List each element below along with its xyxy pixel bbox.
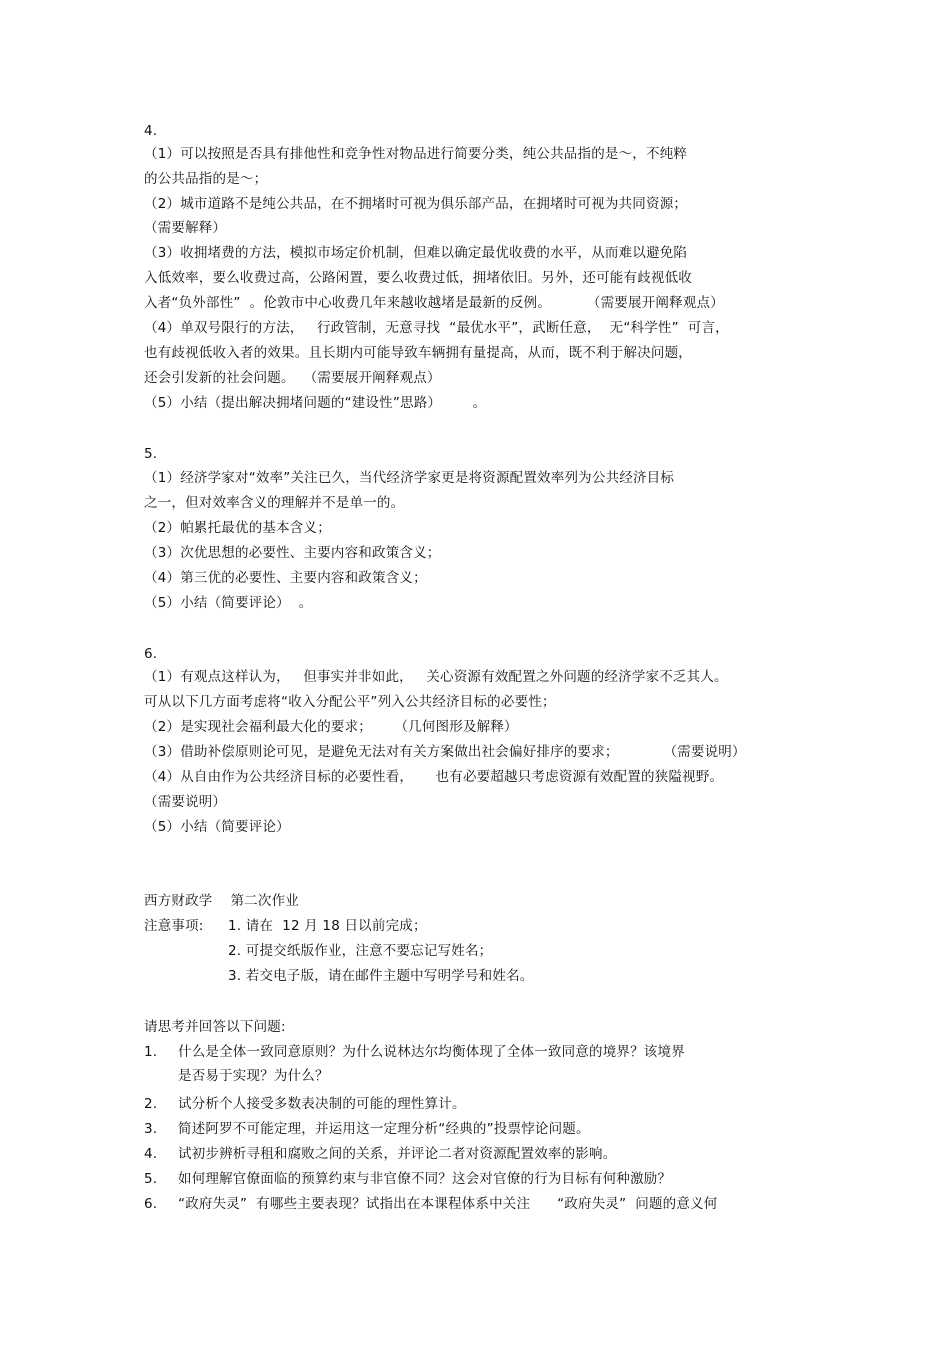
section-4-line-4: （需要解释） xyxy=(144,220,227,236)
section-5-number: 5. xyxy=(144,446,158,462)
section-5-line-5: （4）第三优的必要性、主要内容和政策含义； xyxy=(144,570,427,586)
section-6-line-6: （需要说明） xyxy=(144,794,227,810)
question-text: 如何理解官僚面临的预算约束与非官僚不同？这会对官僚的行为目标有何种激励？ xyxy=(178,1171,672,1187)
section-6-line-1: （1）有观点这样认为， 但事实并非如此， 关心资源有效配置之外问题的经济学家不乏其人。 xyxy=(144,669,728,685)
section-6-line-4: （3）借助补偿原则论可见，是避免无法对有关方案做出社会偏好排序的要求； （需要说明） xyxy=(144,744,746,760)
section-4-line-8: （4）单双号限行的方法， 行政管制，无意寻找 “最优水平”，武断任意， 无“科学性” 可言， xyxy=(144,320,729,336)
question-number: 4. xyxy=(144,1146,158,1162)
section-5-line-6: （5）小结（简要评论） 。 xyxy=(144,595,313,611)
note-item-2: 2. 可提交纸版作业，注意不要忘记写姓名； xyxy=(228,943,493,959)
section-4-number: 4. xyxy=(144,123,158,139)
section-4-line-9: 也有歧视低收入者的效果。且长期内可能导致车辆拥有量提高，从而，既不利于解决问题， xyxy=(144,345,692,361)
notes-label: 注意事项: xyxy=(144,918,204,934)
question-number: 2. xyxy=(144,1096,158,1112)
question-text: 试分析个人接受多数表决制的可能的理性算计。 xyxy=(178,1096,466,1112)
section-6-line-2: 可从以下几方面考虑将“收入分配公平”列入公共经济目标的必要性； xyxy=(144,694,556,710)
section-6-number: 6. xyxy=(144,646,158,662)
section-4-line-10: 还会引发新的社会问题。 （需要展开阐释观点） xyxy=(144,370,441,386)
section-5-line-1: （1）经济学家对“效率”关注已久，当代经济学家更是将资源配置效率列为公共经济目标 xyxy=(144,470,675,486)
section-4-line-1: （1）可以按照是否具有排他性和竞争性对物品进行简要分类，纯公共品指的是～，不纯粹 xyxy=(144,146,688,162)
question-number: 5. xyxy=(144,1171,158,1187)
section-5-line-2: 之一，但对效率含义的理解并不是单一的。 xyxy=(144,495,405,511)
question-text: 简述阿罗不可能定理，并运用这一定理分析“经典的”投票悖论问题。 xyxy=(178,1121,590,1137)
section-6-line-3: （2）是实现社会福利最大化的要求； （几何图形及解释） xyxy=(144,719,518,735)
questions-prompt: 请思考并回答以下问题: xyxy=(144,1019,286,1035)
section-4-line-2: 的公共品指的是～； xyxy=(144,171,268,187)
section-4-line-11: （5）小结（提出解决拥堵问题的“建设性”思路） 。 xyxy=(144,395,487,411)
question-number: 1. xyxy=(144,1044,158,1060)
section-4-line-5: （3）收拥堵费的方法，模拟市场定价机制，但难以确定最优收费的水平，从而难以避免陷 xyxy=(144,245,688,261)
question-number: 6. xyxy=(144,1196,158,1212)
section-4-line-6: 入低效率，要么收费过高，公路闲置，要么收费过低，拥堵依旧。另外，还可能有歧视低收 xyxy=(144,270,692,286)
question-text: 什么是全体一致同意原则？为什么说林达尔均衡体现了全体一致同意的境界？该境界 xyxy=(178,1044,685,1060)
section-4-line-7: 入者“负外部性” 。伦敦市中心收费几年来越收越堵是最新的反例。 （需要展开阐释观点） xyxy=(144,295,724,311)
question-number: 3. xyxy=(144,1121,158,1137)
section-4-line-3: （2）城市道路不是纯公共品，在不拥堵时可视为俱乐部产品，在拥堵时可视为共同资源； xyxy=(144,196,688,212)
section-6-line-5: （4）从自由作为公共经济目标的必要性看， 也有必要超越只考虑资源有效配置的狭隘视野。 xyxy=(144,769,724,785)
question-text-continued: 是否易于实现？为什么？ xyxy=(178,1068,329,1084)
note-item-1: 1. 请在 12 月 18 日以前完成； xyxy=(228,918,427,934)
homework-title: 西方财政学 第二次作业 xyxy=(144,893,299,909)
section-6-line-7: （5）小结（简要评论） xyxy=(144,819,290,835)
question-text: 试初步辨析寻租和腐败之间的关系，并评论二者对资源配置效率的影响。 xyxy=(178,1146,617,1162)
section-5-line-4: （3）次优思想的必要性、主要内容和政策含义； xyxy=(144,545,441,561)
note-item-3: 3. 若交电子版，请在邮件主题中写明学号和姓名。 xyxy=(228,968,534,984)
question-text: “政府失灵” 有哪些主要表现？试指出在本课程体系中关注 “政府失灵” 问题的意义何 xyxy=(178,1196,718,1212)
section-5-line-3: （2）帕累托最优的基本含义； xyxy=(144,520,331,536)
